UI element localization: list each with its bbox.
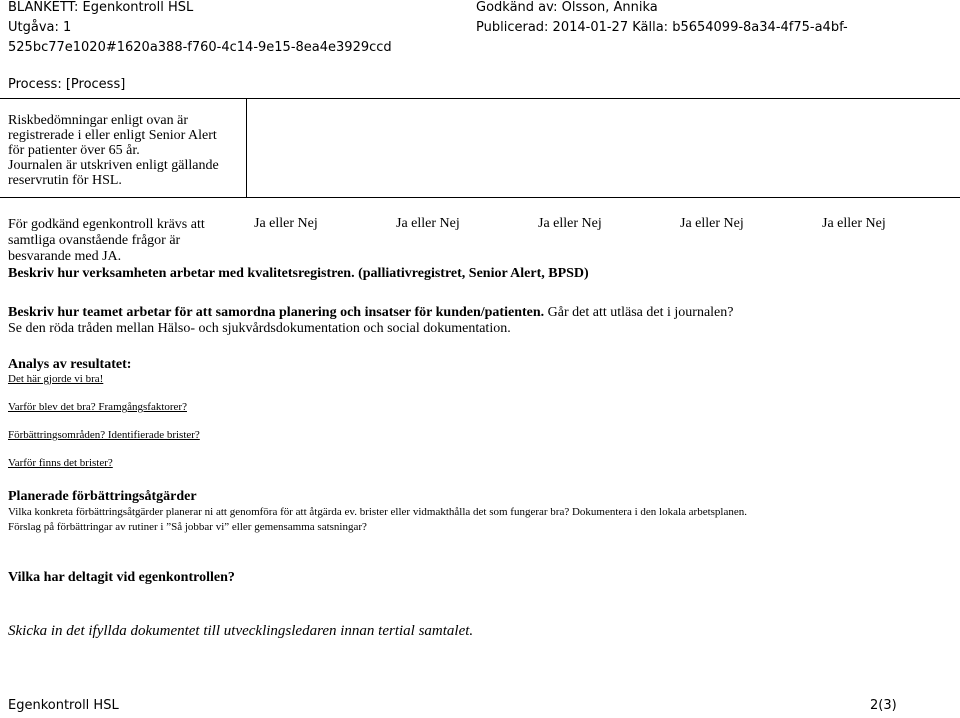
risk-text-line: registrerade i eller enligt Senior Alert	[8, 128, 217, 143]
ja-eller-nej-field[interactable]: Ja eller Nej	[680, 216, 744, 231]
page-number: 2(3)	[870, 698, 897, 713]
approval-text-line: För godkänd egenkontroll krävs att	[8, 217, 205, 232]
risk-text-line: Journalen är utskriven enligt gällande	[8, 158, 219, 173]
coordination-question	[8, 305, 733, 320]
analysis-item: Det här gjorde vi bra!	[8, 373, 104, 385]
quality-register-question	[8, 266, 589, 281]
analysis-item: Förbättringsområden? Identifierade brister?	[8, 429, 200, 441]
edition-label: Utgåva: 1	[8, 20, 72, 35]
ja-eller-nej-field[interactable]: Ja eller Nej	[254, 216, 318, 231]
planned-improvements-text: Vilka konkreta förbättringsåtgärder planerar ni att genomföra för att åtgärda ev. brister eller vidmakthålla det som fungerar bra? Dokumentera i den lokala arbetsplanen.	[8, 506, 747, 518]
process-label: Process: [Process]	[8, 77, 126, 92]
approval-text-line: besvarande med JA.	[8, 249, 122, 264]
table-column-divider	[246, 98, 247, 198]
participants-heading: Vilka har deltagit vid egenkontrollen?	[8, 570, 235, 585]
ja-eller-nej-field[interactable]: Ja eller Nej	[822, 216, 886, 231]
approved-by: Godkänd av: Olsson, Annika	[476, 0, 658, 15]
analysis-item: Varför finns det brister?	[8, 457, 113, 469]
analysis-item: Varför blev det bra? Framgångsfaktorer?	[8, 401, 187, 413]
table-top-rule	[0, 98, 960, 99]
quality-register-bold: Beskriv hur verksamheten arbetar med kvalitetsregistren.	[8, 266, 355, 281]
red-thread-line: Se den röda tråden mellan Hälso- och sjukvårdsdokumentation och social dokumentation.	[8, 321, 511, 336]
risk-text-line: Riskbedömningar enligt ovan är	[8, 113, 189, 128]
table-row-rule	[0, 197, 960, 198]
approval-text-line: samtliga ovanstående frågor är	[8, 233, 181, 248]
ja-eller-nej-field[interactable]: Ja eller Nej	[538, 216, 602, 231]
coordination-rest: Går det att utläsa det i journalen?	[544, 305, 734, 320]
improvement-suggestions-text: Förslag på förbättringar av rutiner i ”Så jobbar vi” eller gemensamma satsningar?	[8, 521, 367, 533]
submit-instruction: Skicka in det ifyllda dokumentet till utvecklingsledaren innan tertial samtalet.	[8, 623, 474, 639]
planned-improvements-heading: Planerade förbättringsåtgärder	[8, 489, 197, 504]
document-id: 525bc77e1020#1620a388-f760-4c14-9e15-8ea4e3929ccd	[8, 40, 392, 55]
coordination-bold: Beskriv hur teamet arbetar för att samordna planering och insatser för kunden/patienten.	[8, 305, 545, 320]
risk-text-line: för patienter över 65 år.	[8, 143, 140, 158]
form-title: BLANKETT: Egenkontroll HSL	[8, 0, 194, 15]
published-source: Publicerad: 2014-01-27 Källa: b5654099-8a34-4f75-a4bf-	[476, 20, 848, 35]
ja-eller-nej-field[interactable]: Ja eller Nej	[396, 216, 460, 231]
quality-register-rest: (palliativregistret, Senior Alert, BPSD)	[354, 266, 589, 281]
analysis-heading: Analys av resultatet:	[8, 357, 132, 372]
risk-text-line: reservrutin för HSL.	[8, 173, 122, 188]
footer-title: Egenkontroll HSL	[8, 698, 119, 713]
